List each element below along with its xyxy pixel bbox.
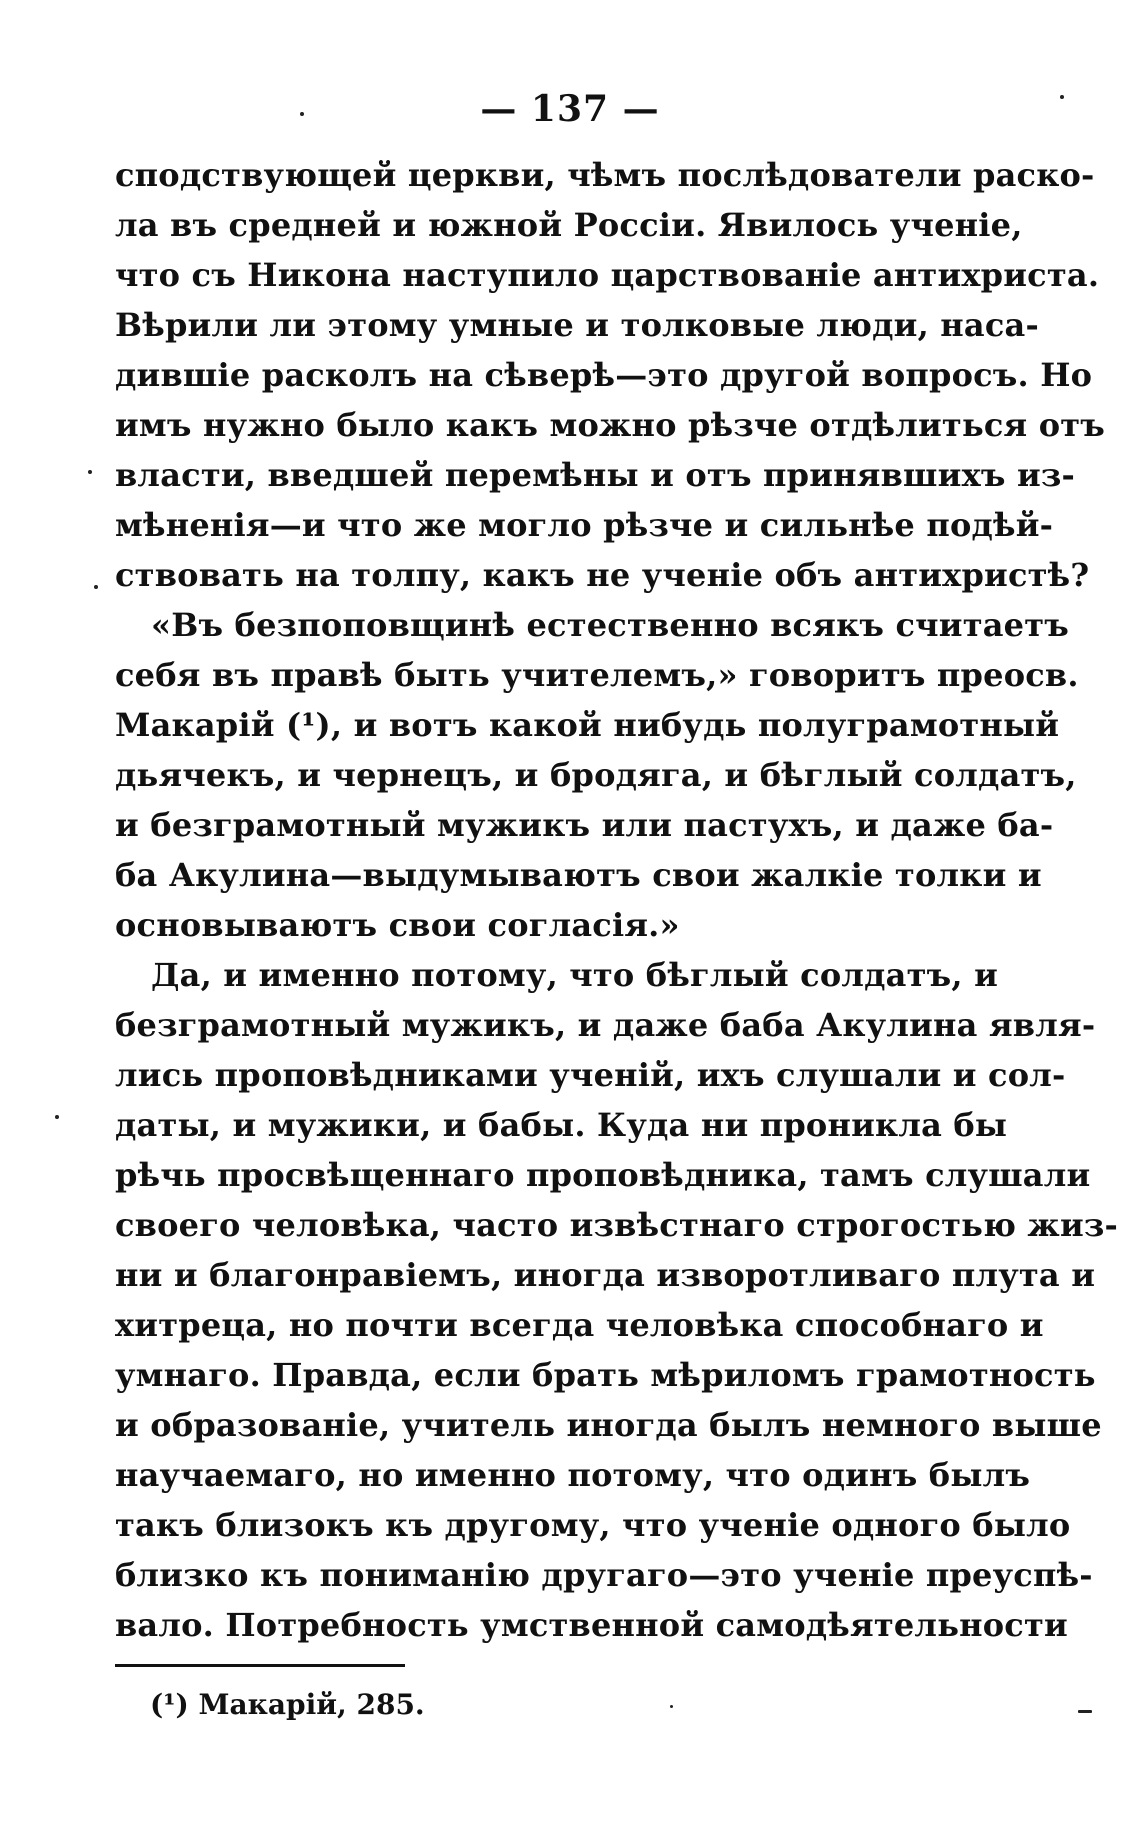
scan-speck — [670, 1705, 673, 1708]
text-line: что съ Никона наступило царствованіе антихриста. — [115, 256, 1100, 294]
text-line: «Въ безпоповщинѣ естественно всякъ считаетъ — [151, 606, 1070, 644]
text-line: научаемаго, но именно потому, что одинъ былъ — [115, 1456, 1031, 1494]
text-line: себя въ правѣ быть учителемъ,» говоритъ преосв. — [115, 656, 1079, 694]
text-line: и образованіе, учитель иногда былъ немного выше — [115, 1406, 1102, 1444]
footnote-rule — [115, 1664, 405, 1667]
text-line: и безграмотный мужикъ или пастухъ, и даже ба- — [115, 806, 1054, 844]
text-line: ни и благонравіемъ, иногда изворотливаго плута и — [115, 1256, 1096, 1294]
scan-speck — [300, 112, 304, 116]
text-line: ла въ средней и южной Россіи. Явилось ученіе, — [115, 206, 1023, 244]
body-text — [115, 150, 1118, 1650]
text-line: имъ нужно было какъ можно рѣзче отдѣлиться отъ — [115, 406, 1106, 444]
text-line: вало. Потребность умственной самодѣятельности — [115, 1606, 1068, 1644]
text-line: мѣненія—и что же могло рѣзче и сильнѣе подѣй- — [115, 506, 1054, 544]
text-line: близко къ пониманію другаго—это ученіе преуспѣ- — [115, 1556, 1093, 1594]
footnote: (¹) Макарій, 285. — [150, 1688, 425, 1721]
text-line: основываютъ свои согласія.» — [115, 906, 680, 944]
scan-speck — [55, 1115, 59, 1119]
scan-speck — [88, 470, 92, 474]
scan-speck — [1060, 95, 1064, 99]
text-line: сподствующей церкви, чѣмъ послѣдователи раско- — [115, 156, 1095, 194]
text-line: власти, введшей перемѣны и отъ принявшихъ из- — [115, 456, 1075, 494]
text-line: дьячекъ, и чернецъ, и бродяга, и бѣглый солдатъ, — [115, 756, 1077, 794]
text-line: лись проповѣдниками ученій, ихъ слушали и сол- — [115, 1056, 1066, 1094]
text-line: дившіе расколъ на сѣверѣ—это другой вопросъ. Но — [115, 356, 1093, 394]
text-line: такъ близокъ къ другому, что ученіе одного было — [115, 1506, 1071, 1544]
text-line: Вѣрили ли этому умные и толковые люди, наса- — [115, 306, 1039, 344]
scan-speck — [94, 585, 98, 589]
text-line: умнаго. Правда, если брать мѣриломъ грамотность — [115, 1356, 1096, 1394]
text-line: ба Акулина—выдумываютъ свои жалкіе толки и — [115, 856, 1042, 894]
text-line: своего человѣка, часто извѣстнаго строгостью жиз- — [115, 1206, 1118, 1244]
text-line: Макарій (¹), и вотъ какой нибудь полуграмотный — [115, 706, 1060, 744]
text-line: рѣчь просвѣщеннаго проповѣдника, тамъ слушали — [115, 1156, 1091, 1194]
page-number: — 137 — — [480, 88, 660, 130]
text-line: безграмотный мужикъ, и даже баба Акулина явля- — [115, 1006, 1096, 1044]
text-line: ствовать на толпу, какъ не ученіе объ антихристѣ? — [115, 556, 1090, 594]
text-line: хитреца, но почти всегда человѣка способнаго и — [115, 1306, 1044, 1344]
text-line: даты, и мужики, и бабы. Куда ни проникла бы — [115, 1106, 1008, 1144]
scan-speck — [1078, 1710, 1092, 1713]
text-line: Да, и именно потому, что бѣглый солдатъ, и — [151, 956, 999, 994]
